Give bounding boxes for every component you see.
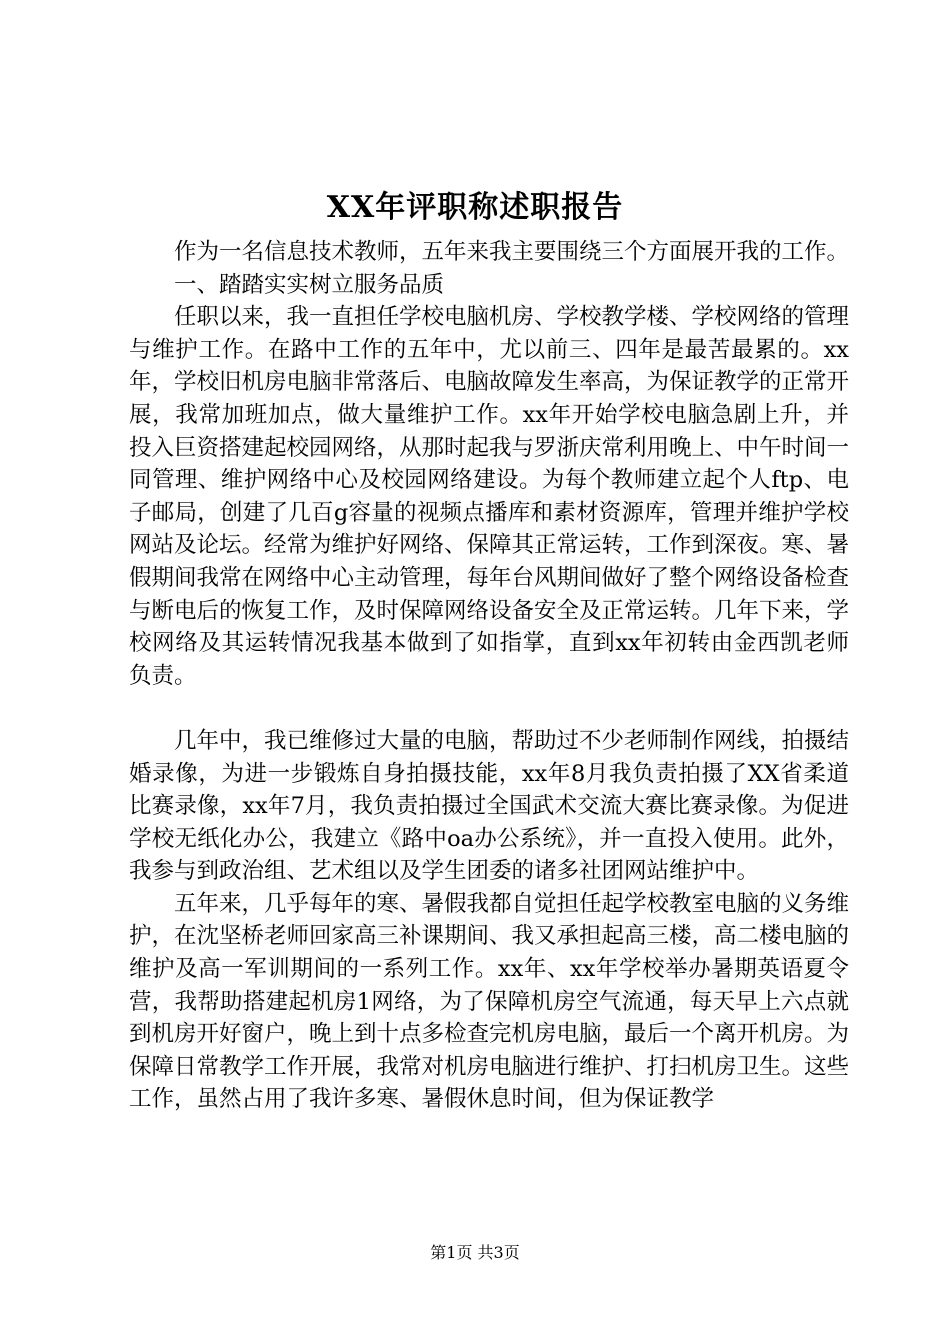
paragraph-holiday-duties: 五年来，几乎每年的寒、暑假我都自觉担任起学校教室电脑的义务维护，在沈坚桥老师回家高三补课期间、我又承担起高三楼，高二楼电脑的维护及高一军训期间的一系列工作。xx年、xx年学校举办暑期英语夏令营，我帮助搭建起机房1网络，为了保障机房空气流通，每天早上六点就到机房开好窗户，晚上到十点多检查完机房电脑，最后一个离开机房。为保障日常教学工作开展，我常对机房电脑进行维护、打扫机房卫生。这些工作，虽然占用了我许多寒、暑假休息时间，但为保证教学 — [129, 890, 850, 1113]
document-body — [129, 236, 849, 1116]
paragraph-network-maintenance: 任职以来，我一直担任学校电脑机房、学校教学楼、学校网络的管理与维护工作。在路中工作的五年中，尤以前三、四年是最苦最累的。xx年，学校旧机房电脑非常落后、电脑故障发生率高，为保证教学的正常开展，我常加班加点，做大量维护工作。xx年开始学校电脑急剧上升，并投入巨资搭建起校园网络，从那时起我与罗浙庆常利用晚上、中午时间一同管理、维护网络中心及校园网络建设。为每个教师建立起个人ftp、电子邮局，创建了几百g容量的视频点播库和素材资源库，管理并维护学校网站及论坛。经常为维护好网络、保障其正常运转，工作到深夜。寒、暑假期间我常在网络中心主动管理，每年台风期间做好了整个网络设备检查与断电后的恢复工作，及时保障网络设备安全及正常运转。几年下来，学校网络及其运转情况我基本做到了如指掌，直到xx年初转由金西凯老师负责。 — [129, 304, 850, 689]
document-title: XX年评职称述职报告 — [326, 190, 624, 225]
page-number-footer: 第1页 共3页 — [430, 1243, 520, 1262]
section-heading-1: 一、踏踏实实树立服务品质 — [174, 271, 445, 298]
paragraph-intro: 作为一名信息技术教师，五年来我主要围绕三个方面展开我的工作。 — [174, 239, 850, 265]
paragraph-repairs-and-filming: 几年中，我已维修过大量的电脑，帮助过不少老师制作网线，拍摄结婚录像，为进一步锻炼自身拍摄技能，xx年8月我负责拍摄了XX省柔道比赛录像，xx年7月，我负责拍摄过全国武术交流大赛比赛录像。为促进学校无纸化办公，我建立《路中oa办公系统》，并一直投入使用。此外，我参与到政治组、艺术组以及学生团委的诸多社团网站维护中。 — [129, 727, 850, 885]
